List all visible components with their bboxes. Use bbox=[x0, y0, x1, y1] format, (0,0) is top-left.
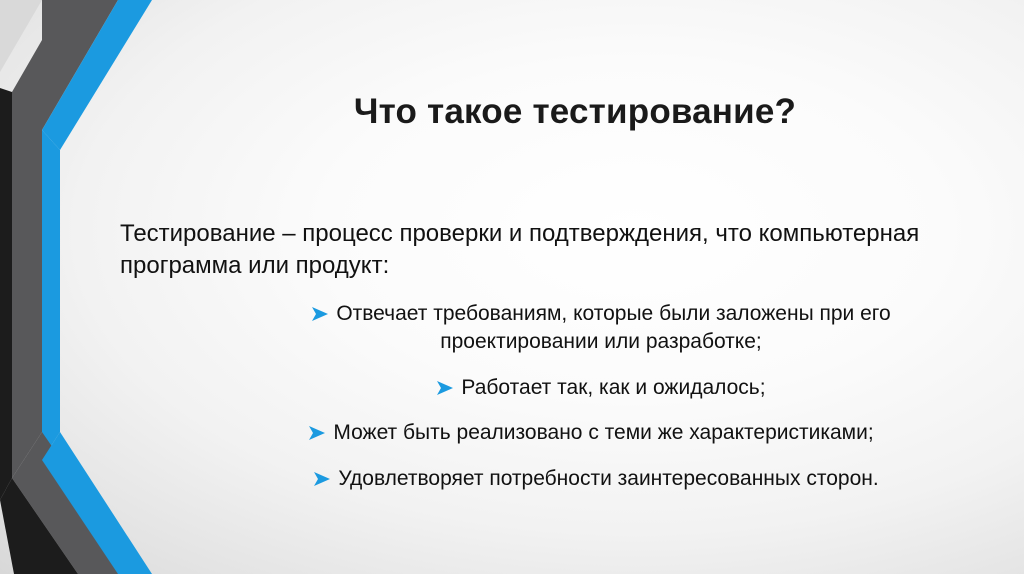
triangle-arrow-icon bbox=[436, 376, 454, 392]
list-item bbox=[230, 465, 944, 493]
page-title: Что такое тестирование? bbox=[353, 92, 797, 131]
body-container bbox=[120, 218, 930, 511]
list-item-label: Работает так, как и ожидалось; bbox=[461, 375, 766, 399]
list-item bbox=[250, 374, 934, 402]
triangle-arrow-icon bbox=[311, 302, 329, 318]
list-item bbox=[230, 419, 934, 447]
list-item-label: Отвечает требованиям, которые были заложены при его проектировании или разработке; bbox=[336, 302, 891, 354]
triangle-arrow-icon bbox=[308, 421, 326, 437]
triangle-arrow-icon bbox=[313, 467, 331, 483]
bullet-list bbox=[120, 300, 930, 493]
lead-paragraph: Тестирование – процесс проверки и подтверждения, что компьютерная программа или продукт: bbox=[120, 220, 920, 280]
list-item-label: Может быть реализовано с теми же характеристиками; bbox=[333, 421, 874, 445]
list-item bbox=[250, 300, 934, 355]
title-container bbox=[175, 92, 975, 132]
list-item-label: Удовлетворяет потребности заинтересованных сторон. bbox=[338, 467, 879, 491]
